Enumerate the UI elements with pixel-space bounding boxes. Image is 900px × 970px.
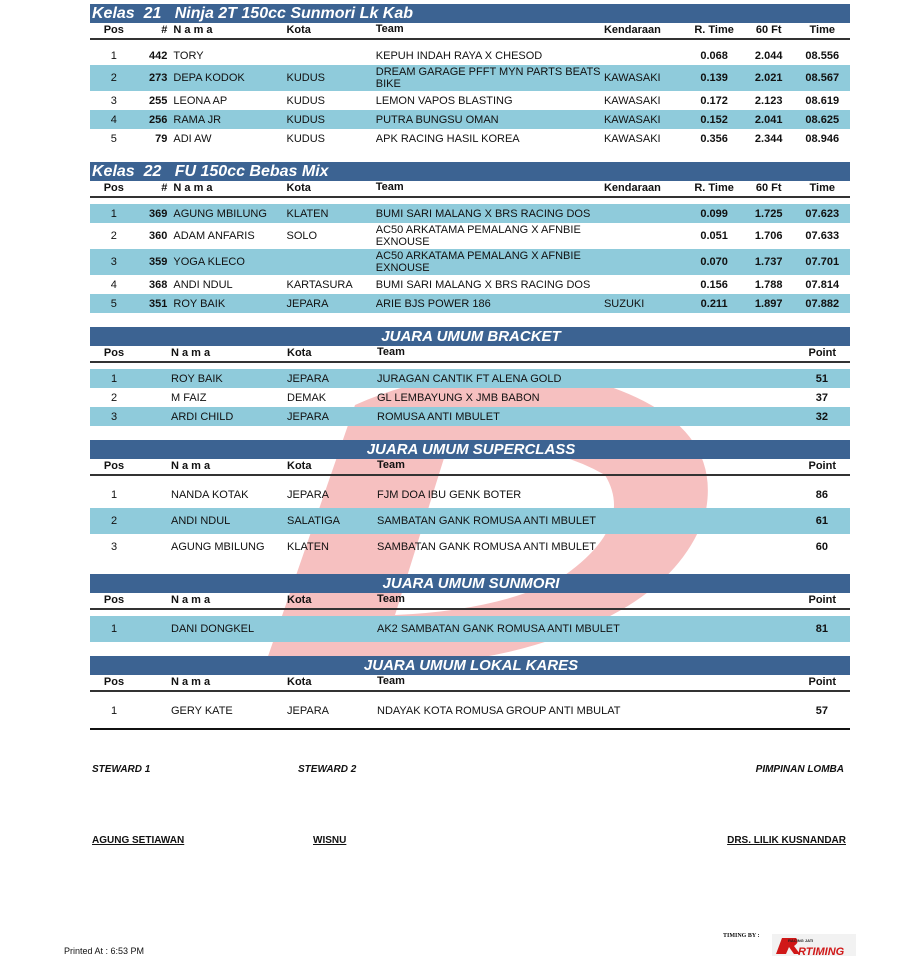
cell-kota: DEMAK xyxy=(287,391,327,404)
cell-nama: M FAIZ xyxy=(171,391,207,404)
steward1-role: STEWARD 1 xyxy=(92,764,151,775)
cell-pos: 2 xyxy=(110,391,118,404)
cell-team: DREAM GARAGE PFFT MYN PARTS BEATS BIKE xyxy=(375,66,601,90)
cell-point: 51 xyxy=(815,372,828,385)
cell-pos: 1 xyxy=(110,623,118,635)
cell-kendaraan: SUZUKI xyxy=(603,297,645,310)
column-header-pos: Pos xyxy=(103,347,125,359)
cell-nama: AGUNG MBILUNG xyxy=(171,541,265,553)
cell-no: 368 xyxy=(149,278,168,291)
column-header-no: # xyxy=(161,182,168,194)
cell-ft60: 1.725 xyxy=(754,207,783,220)
class-title: Kelas 22 FU 150cc Bebas Mix xyxy=(90,162,850,181)
cell-kota: SALATIGA xyxy=(287,515,340,527)
table-header xyxy=(90,181,850,198)
cell-kendaraan: KAWASAKI xyxy=(603,94,661,107)
table-row xyxy=(90,46,850,65)
cell-nama: DANI DONGKEL xyxy=(171,623,255,635)
column-header-point: Point xyxy=(808,460,836,472)
standings-title: JUARA UMUM LOKAL KARES xyxy=(90,656,850,675)
cell-no: 360 xyxy=(149,230,168,242)
cell-pos: 3 xyxy=(110,541,118,553)
steward2-role: STEWARD 2 xyxy=(298,764,357,775)
table-row xyxy=(90,388,850,407)
table-row xyxy=(90,482,850,508)
standings-section xyxy=(90,656,850,730)
column-header-point: Point xyxy=(808,594,836,606)
cell-time: 08.619 xyxy=(805,94,840,107)
cell-team: AK2 SAMBATAN GANK ROMUSA ANTI MBULET xyxy=(377,623,620,635)
cell-rtime: 0.211 xyxy=(700,297,728,310)
logo-text: RTIMING xyxy=(798,946,845,958)
cell-time: 08.625 xyxy=(805,113,840,126)
cell-no: 79 xyxy=(155,132,168,145)
cell-team: SAMBATAN GANK ROMUSA ANTI MBULET xyxy=(377,515,597,527)
cell-pos: 5 xyxy=(110,132,117,145)
column-header-pos: Pos xyxy=(103,460,125,472)
class-section xyxy=(90,4,850,148)
cell-ft60: 2.021 xyxy=(754,72,783,84)
cell-kota: JEPARA xyxy=(287,705,329,717)
cell-kendaraan: KAWASAKI xyxy=(603,132,661,145)
column-header-nama: N a m a xyxy=(171,347,211,359)
cell-ft60: 2.044 xyxy=(754,49,783,62)
cell-team: FJM DOA IBU GENK BOTER xyxy=(377,489,522,501)
standings-section xyxy=(90,574,850,642)
class-title: Kelas 21 Ninja 2T 150cc Sunmori Lk Kab xyxy=(90,4,850,23)
cell-point: 32 xyxy=(815,410,828,423)
cell-pos: 1 xyxy=(110,207,117,220)
table-row xyxy=(90,223,850,249)
column-header-rtime: R. Time xyxy=(694,182,734,194)
cell-kota: JEPARA xyxy=(287,489,329,501)
cell-ft60: 1.706 xyxy=(754,230,783,242)
cell-rtime: 0.356 xyxy=(700,132,728,145)
cell-nama: ADAM ANFARIS xyxy=(173,230,255,242)
column-header-pos: Pos xyxy=(103,182,124,194)
table-row xyxy=(90,534,850,560)
column-header-nama: N a m a xyxy=(173,182,213,194)
cell-ft60: 1.897 xyxy=(754,297,783,310)
end-rule xyxy=(90,728,850,730)
column-header-pos: Pos xyxy=(103,594,125,606)
cell-team: LEMON VAPOS BLASTING xyxy=(375,94,513,107)
cell-no: 442 xyxy=(149,49,168,62)
cell-kota: KUDUS xyxy=(286,113,325,126)
cell-pos: 2 xyxy=(110,230,117,242)
table-row xyxy=(90,249,850,275)
cell-rtime: 0.156 xyxy=(700,278,728,291)
table-row xyxy=(90,698,850,724)
table-row xyxy=(90,407,850,426)
cell-point: 57 xyxy=(815,705,828,717)
column-header-pos: Pos xyxy=(103,24,124,36)
cell-point: 86 xyxy=(815,489,828,501)
column-header-no: # xyxy=(161,24,168,36)
chief-role: PIMPINAN LOMBA xyxy=(755,764,844,775)
cell-ft60: 2.041 xyxy=(754,113,783,126)
cell-pos: 4 xyxy=(110,278,117,291)
cell-no: 256 xyxy=(149,113,168,126)
column-header-nama: N a m a xyxy=(171,676,211,688)
standings-title: JUARA UMUM SUNMORI xyxy=(90,574,850,593)
column-header-team: Team xyxy=(377,593,405,605)
cell-team: JURAGAN CANTIK FT ALENA GOLD xyxy=(377,372,562,385)
cell-point: 61 xyxy=(815,515,828,527)
table-row xyxy=(90,369,850,388)
cell-team: AC50 ARKATAMA PEMALANG X AFNBIE EXNOUSE xyxy=(375,224,581,248)
column-header-kendaraan: Kendaraan xyxy=(603,182,661,194)
class-section xyxy=(90,162,850,313)
cell-nama: YOGA KLECO xyxy=(173,256,245,268)
column-header-team: Team xyxy=(375,23,404,35)
cell-kota: JEPARA xyxy=(286,297,329,310)
chief-name: DRS. LILIK KUSNANDAR xyxy=(727,835,846,846)
cell-kota: SOLO xyxy=(286,230,318,242)
cell-kota: KUDUS xyxy=(286,132,325,145)
cell-nama: ROY BAIK xyxy=(171,372,223,385)
cell-kota: KLATEN xyxy=(286,207,329,220)
cell-ft60: 1.788 xyxy=(754,278,783,291)
cell-pos: 1 xyxy=(110,705,118,717)
logo-small-text: RACING JATI xyxy=(788,938,814,943)
table-header xyxy=(90,23,850,40)
cell-ft60: 2.123 xyxy=(754,94,783,107)
cell-nama: NANDA KOTAK xyxy=(171,489,249,501)
steward2-name: WISNU xyxy=(313,835,347,846)
column-header-kota: Kota xyxy=(287,676,312,688)
standings-section xyxy=(90,327,850,426)
cell-point: 37 xyxy=(815,391,828,404)
column-header-team: Team xyxy=(377,346,405,358)
cell-pos: 1 xyxy=(110,49,117,62)
cell-no: 359 xyxy=(149,256,168,268)
table-header xyxy=(90,459,850,476)
table-header xyxy=(90,346,850,363)
cell-rtime: 0.099 xyxy=(700,207,728,220)
cell-nama: RAMA JR xyxy=(173,113,222,126)
column-header-nama: N a m a xyxy=(171,460,211,472)
rtiming-logo xyxy=(770,930,860,960)
cell-kota: KUDUS xyxy=(286,94,325,107)
cell-team: BUMI SARI MALANG X BRS RACING DOS xyxy=(375,278,591,291)
cell-nama: TORY xyxy=(173,49,204,62)
cell-nama: GERY KATE xyxy=(171,705,233,717)
cell-team: SAMBATAN GANK ROMUSA ANTI MBULET xyxy=(377,541,597,553)
cell-rtime: 0.139 xyxy=(700,72,728,84)
cell-pos: 5 xyxy=(110,297,117,310)
table-row xyxy=(90,65,850,91)
cell-kota: JEPARA xyxy=(287,372,329,385)
cell-nama: ANDI NDUL xyxy=(171,515,231,527)
cell-time: 07.633 xyxy=(805,230,840,242)
table-row xyxy=(90,275,850,294)
cell-kendaraan: KAWASAKI xyxy=(603,72,661,84)
cell-nama: DEPA KODOK xyxy=(173,72,245,84)
cell-kota: KUDUS xyxy=(286,72,325,84)
cell-time: 08.556 xyxy=(805,49,840,62)
column-header-point: Point xyxy=(808,347,836,359)
cell-point: 81 xyxy=(815,623,828,635)
standings-title: JUARA UMUM BRACKET xyxy=(90,327,850,346)
column-header-point: Point xyxy=(808,676,836,688)
cell-pos: 2 xyxy=(110,515,118,527)
table-row xyxy=(90,91,850,110)
cell-ft60: 1.737 xyxy=(754,256,783,268)
cell-no: 351 xyxy=(149,297,168,310)
cell-pos: 2 xyxy=(110,72,117,84)
cell-time: 08.946 xyxy=(805,132,840,145)
cell-point: 60 xyxy=(815,541,828,553)
column-header-kota: Kota xyxy=(286,182,311,194)
cell-no: 369 xyxy=(149,207,168,220)
cell-kendaraan: KAWASAKI xyxy=(603,113,661,126)
standings-section xyxy=(90,440,850,560)
cell-time: 07.882 xyxy=(805,297,840,310)
column-header-kendaraan: Kendaraan xyxy=(603,24,661,36)
column-header-kota: Kota xyxy=(286,24,311,36)
table-header xyxy=(90,675,850,692)
cell-team: ROMUSA ANTI MBULET xyxy=(377,410,500,423)
cell-pos: 3 xyxy=(110,94,117,107)
column-header-kota: Kota xyxy=(287,460,312,472)
cell-nama: ANDI NDUL xyxy=(173,278,233,291)
column-header-ft60: 60 Ft xyxy=(755,24,782,36)
cell-no: 255 xyxy=(149,94,168,107)
cell-team: GL LEMBAYUNG X JMB BABON xyxy=(377,391,540,404)
cell-rtime: 0.172 xyxy=(700,94,728,107)
cell-pos: 3 xyxy=(110,410,118,423)
column-header-kota: Kota xyxy=(287,347,312,359)
column-header-kota: Kota xyxy=(287,594,312,606)
table-row xyxy=(90,294,850,313)
timing-by-label: TIMING BY : xyxy=(723,933,760,939)
results-sheet xyxy=(90,4,850,730)
cell-rtime: 0.152 xyxy=(700,113,728,126)
table-row xyxy=(90,129,850,148)
column-header-pos: Pos xyxy=(103,676,125,688)
cell-nama: ROY BAIK xyxy=(173,297,226,310)
table-row xyxy=(90,616,850,642)
cell-rtime: 0.068 xyxy=(700,49,728,62)
cell-pos: 1 xyxy=(110,372,118,385)
cell-kota: KLATEN xyxy=(287,541,329,553)
cell-team: ARIE BJS POWER 186 xyxy=(375,297,491,310)
cell-team: PUTRA BUNGSU OMAN xyxy=(375,113,499,126)
column-header-nama: N a m a xyxy=(173,24,213,36)
table-row xyxy=(90,110,850,129)
cell-no: 273 xyxy=(149,72,168,84)
cell-team: APK RACING HASIL KOREA xyxy=(375,132,520,145)
cell-time: 07.814 xyxy=(805,278,840,291)
table-header xyxy=(90,593,850,610)
cell-team: NDAYAK KOTA ROMUSA GROUP ANTI MBULAT xyxy=(377,705,621,717)
cell-nama: ADI AW xyxy=(173,132,212,145)
cell-team: BUMI SARI MALANG X BRS RACING DOS xyxy=(375,207,591,220)
cell-time: 08.567 xyxy=(805,72,840,84)
cell-rtime: 0.070 xyxy=(700,256,728,268)
cell-nama: LEONA AP xyxy=(173,94,228,107)
column-header-time: Time xyxy=(809,182,835,194)
cell-pos: 3 xyxy=(110,256,117,268)
cell-time: 07.623 xyxy=(805,207,840,220)
cell-pos: 1 xyxy=(110,489,118,501)
column-header-nama: N a m a xyxy=(171,594,211,606)
column-header-time: Time xyxy=(809,24,835,36)
column-header-team: Team xyxy=(375,181,404,193)
cell-kota: JEPARA xyxy=(287,410,329,423)
table-row xyxy=(90,508,850,534)
cell-rtime: 0.051 xyxy=(700,230,728,242)
column-header-team: Team xyxy=(377,675,405,687)
cell-nama: ARDI CHILD xyxy=(171,410,234,423)
cell-kota: KARTASURA xyxy=(286,278,353,291)
cell-nama: AGUNG MBILUNG xyxy=(173,207,267,220)
cell-ft60: 2.344 xyxy=(754,132,783,145)
column-header-ft60: 60 Ft xyxy=(755,182,782,194)
column-header-rtime: R. Time xyxy=(694,24,734,36)
cell-team: AC50 ARKATAMA PEMALANG X AFNBIE EXNOUSE xyxy=(375,250,581,274)
steward1-name: AGUNG SETIAWAN xyxy=(92,835,185,846)
cell-time: 07.701 xyxy=(805,256,840,268)
printed-at: Printed At : 6:53 PM xyxy=(64,946,145,956)
cell-pos: 4 xyxy=(110,113,117,126)
cell-team: KEPUH INDAH RAYA X CHESOD xyxy=(375,49,543,62)
standings-title: JUARA UMUM SUPERCLASS xyxy=(90,440,850,459)
table-row xyxy=(90,204,850,223)
column-header-team: Team xyxy=(377,459,405,471)
